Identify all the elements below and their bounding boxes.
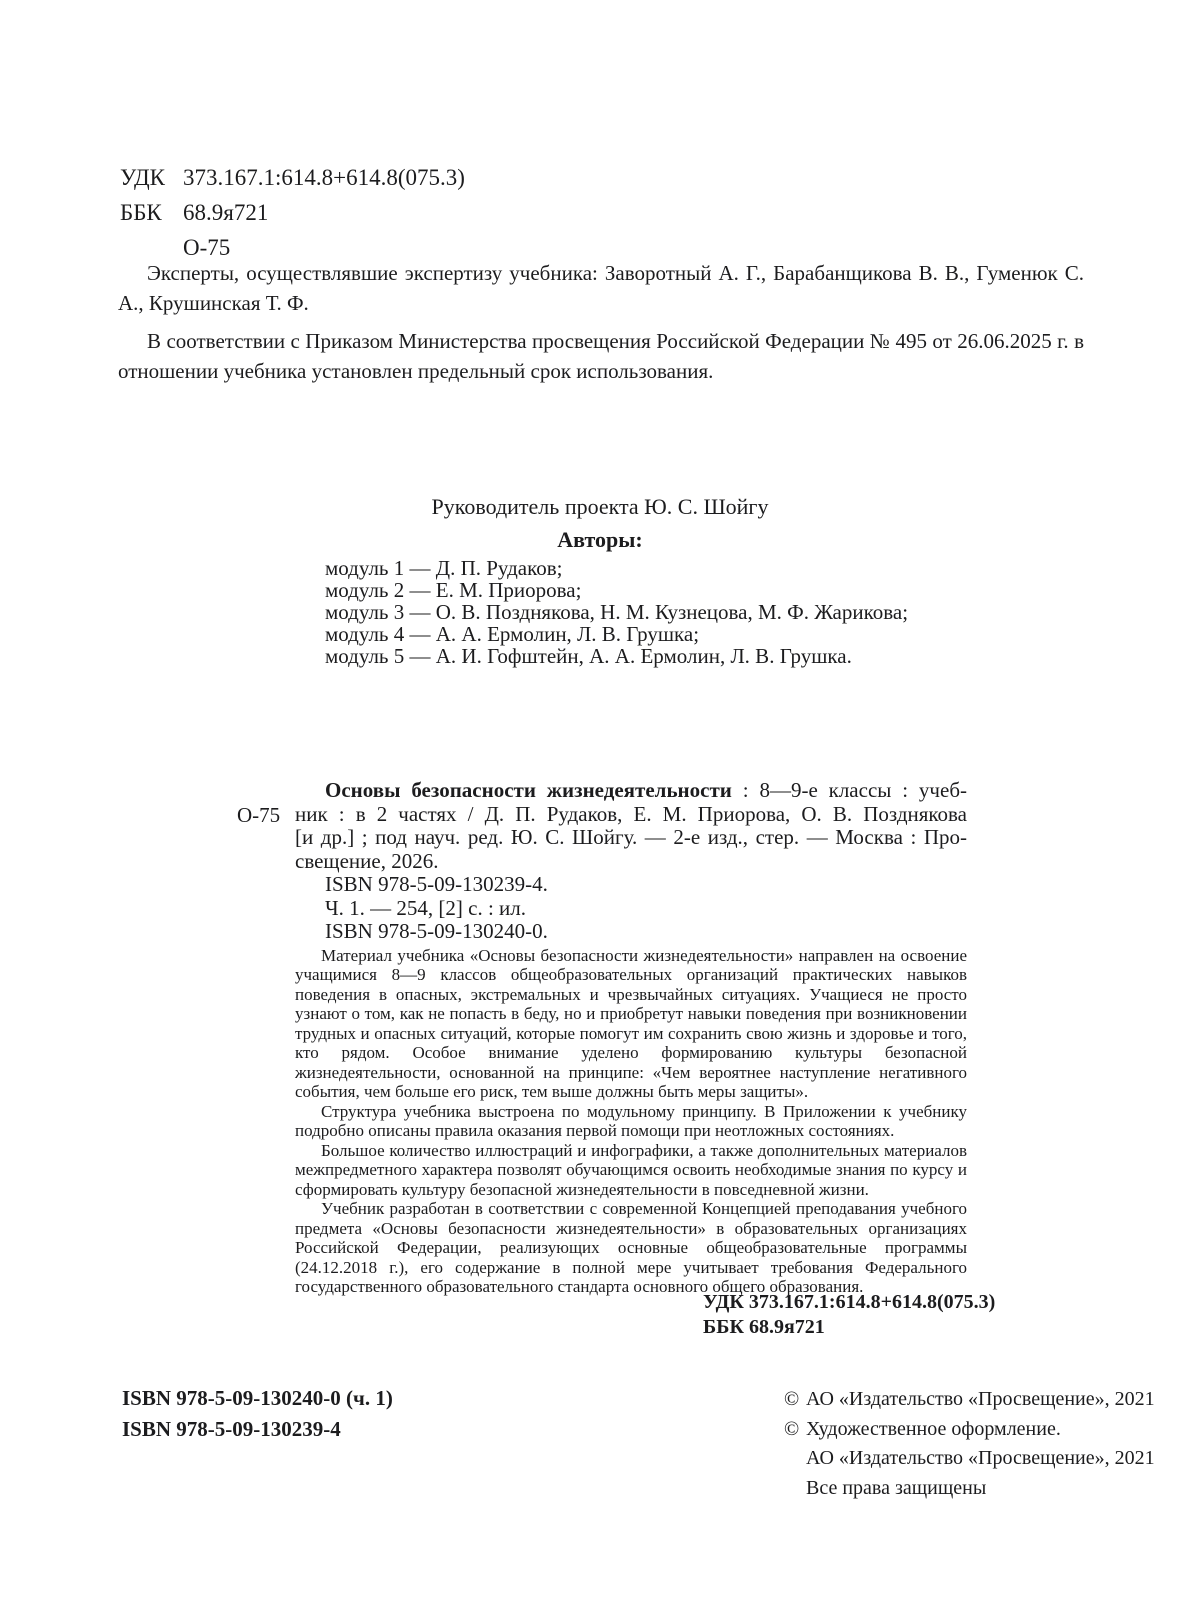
copyright-block	[784, 1385, 1155, 1503]
udk-line	[120, 160, 465, 195]
udk-label: УДК	[120, 165, 165, 190]
isbn-block	[122, 1383, 393, 1445]
author-module-line: модуль 5 — А. И. Гофштейн, А. А. Ермолин, Л. В. Грушка.	[325, 644, 852, 668]
annotation-paragraph: Большое количество иллюстраций и инфографики, а также дополнительных материалов межпредметного характера позволят обучающимся освоить необходимые знания по курсу и сформировать культуру безопасной жизнедеятельности в повседневной жизни.	[295, 1140, 967, 1199]
card-line: ник : в 2 частях / Д. П. Рудаков, Е. М. Приорова, О. В. Позднякова	[295, 801, 967, 826]
annotation-paragraph: Материал учебника «Основы безопасности жизнедеятельности» направлен на освоение учащимися 8—9 классов общеобразовательных организаций практических навыков поведения в опасных, экстремальных и чрезвычайных ситуациях. Учащиеся не просто узнают о том, как не попасть в беду, но и приобретут навыки поведения при возникновении трудных и опасных ситуаций, которые помогут им сохранить свою жизнь и здоровье и того, кто рядом. Особое внимание уделено формированию культуры безопасной жизнедеятельности, основанной на принципе: «Чем вероятнее наступление негативного события, чем больше его риск, тем выше должны быть меры защиты».	[295, 945, 967, 1101]
author-sign: О-75	[183, 235, 231, 260]
annotation-paragraph: Учебник разработан в соответствии с современной Концепцией преподавания учебного предмета «Основы безопасности жизнедеятельности» в образовательных организациях Российской Федерации, реализующих основные общеобразовательные программы (24.12.2018 г.), его содержание в полной мере учитывает требования Федерального государственного образовательного стандарта основного общего образования.	[295, 1199, 967, 1296]
classification-footer	[703, 1290, 995, 1340]
author-module-line: модуль 4 — А. А. Ермолин, Л. В. Грушка;	[325, 622, 700, 646]
author-module-line: модуль 2 — Е. М. Приорова;	[325, 578, 582, 602]
card-isbn-line: ISBN 978-5-09-130240-0.	[325, 919, 548, 943]
copyright-line: © АО «Издательство «Просвещение», 2021	[784, 1385, 1155, 1415]
usage-order-note: В соответствии с Приказом Министерства просвещения Российской Федерации № 495 от 26.06.2025 г. в отношении учебника установлен предельный срок использования.	[118, 329, 1084, 383]
top-classification-block	[120, 160, 465, 265]
project-lead-line: Руководитель проекта Ю. С. Шойгу	[431, 494, 769, 519]
isbn-line: ISBN 978-5-09-130239-4	[122, 1417, 341, 1441]
bbk-line	[120, 195, 465, 230]
experts-note: Эксперты, осуществлявшие экспертизу учебника: Заворотный А. Г., Барабанщикова В. В., Гуменюк С. А., Крушинская Т. Ф.	[118, 261, 1084, 315]
isbn-line: ISBN 978-5-09-130240-0 (ч. 1)	[122, 1386, 393, 1410]
catalog-card	[295, 779, 967, 1297]
annotation-paragraph: Структура учебника выстроена по модульному принципу. В Приложении к учебнику подробно описаны правила оказания первой помощи при неотложных состояниях.	[295, 1101, 967, 1140]
card-title-line: Основы безопасности жизнедеятельности : 8—9-е классы : учеб-	[325, 778, 967, 802]
udk-value: 373.167.1:614.8+614.8(075.3)	[183, 165, 465, 190]
bbk-footer-line: ББК 68.9я721	[703, 1316, 825, 1338]
copyright-line: Все права защищены	[806, 1476, 987, 1499]
copyright-line: АО «Издательство «Просвещение», 2021	[806, 1447, 1155, 1469]
book-title: Основы безопасности жизнедеятельности	[325, 778, 732, 802]
udk-footer-line: УДК 373.167.1:614.8+614.8(075.3)	[703, 1291, 996, 1313]
card-part-line: Ч. 1. — 254, [2] с. : ил.	[325, 895, 527, 920]
bbk-value: 68.9я721	[183, 200, 269, 225]
copyright-mark: ©	[784, 1417, 800, 1440]
annotation	[295, 946, 967, 1297]
authors-heading: Авторы:	[557, 527, 643, 552]
bbk-label: ББК	[120, 200, 162, 225]
catalog-card-author-sign: О-75	[237, 803, 281, 827]
card-line: свещение, 2026.	[295, 848, 439, 873]
card-isbn-line: ISBN 978-5-09-130239-4.	[325, 872, 548, 896]
card-line: [и др.] ; под науч. ред. Ю. С. Шойгу. — 2-е изд., стер. — Москва : Про-	[295, 825, 967, 849]
author-module-line: модуль 1 — Д. П. Рудаков;	[325, 556, 563, 580]
copyright-line: © Художественное оформление.	[784, 1415, 1155, 1445]
copyright-mark: ©	[784, 1388, 800, 1410]
author-module-line: модуль 3 — О. В. Позднякова, Н. М. Кузнецова, М. Ф. Жарикова;	[325, 600, 909, 624]
authors-list	[325, 557, 908, 667]
